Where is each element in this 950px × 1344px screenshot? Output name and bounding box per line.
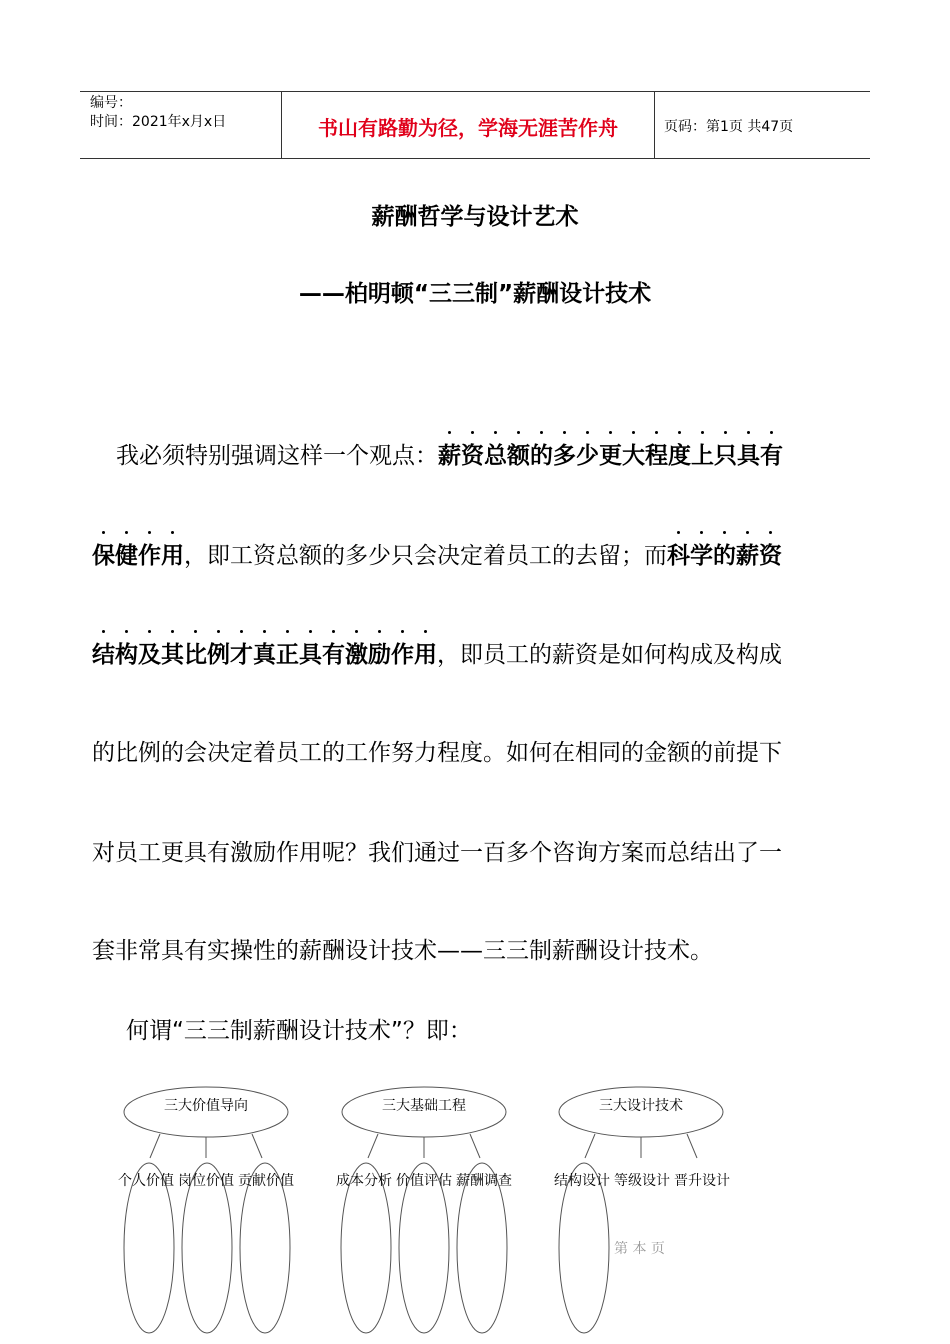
item-cost-analysis: 成本分析	[336, 1173, 392, 1189]
emphasis-dot	[517, 431, 520, 434]
item-value-assessment: 价值评估	[396, 1173, 452, 1189]
emphasis-dot	[355, 630, 358, 633]
emphasis-text: 科学的薪资	[667, 537, 782, 570]
emphasis-text: 保健作用	[92, 537, 184, 570]
emphasis-dot	[217, 630, 220, 633]
faint-page-watermark: 第 本 页	[614, 1241, 665, 1257]
emphasis-dot	[448, 431, 451, 434]
emphasis-dot	[194, 630, 197, 633]
group-label-foundation-projects: 三大基础工程	[382, 1098, 466, 1114]
emphasis-dot	[677, 531, 680, 534]
item-grade-design: 等级设计	[614, 1173, 670, 1189]
emphasis-dot	[424, 630, 427, 633]
item-salary-survey: 薪酬调查	[456, 1173, 512, 1189]
emphasis-dot	[401, 630, 404, 633]
body-text: ，即员工的薪资是如何构成及构成	[437, 642, 782, 668]
body-text: ，即工资总额的多少只会决定着员工的去留；而	[184, 543, 667, 569]
emphasis-dot	[240, 630, 243, 633]
emphasis-dot	[125, 630, 128, 633]
header-top-border	[80, 91, 870, 92]
emphasis-dot	[747, 431, 750, 434]
emphasis-dot	[655, 431, 658, 434]
item-position-value: 岗位价值	[178, 1173, 234, 1189]
document-subtitle: ——柏明顿“三三制”薪酬设计技术	[298, 281, 652, 307]
emphasis-dot	[263, 630, 266, 633]
item-promotion-design: 晋升设计	[674, 1173, 730, 1189]
header-bottom-border	[80, 158, 870, 159]
body-line-1	[116, 437, 886, 470]
emphasis-dot	[609, 431, 612, 434]
header-divider-2	[654, 91, 655, 158]
emphasis-dot	[746, 531, 749, 534]
emphasis-dot	[769, 531, 772, 534]
emphasis-dot	[540, 431, 543, 434]
emphasis-dot	[471, 431, 474, 434]
emphasis-dot	[632, 431, 635, 434]
emphasis-dot	[700, 531, 703, 534]
emphasis-text: 结构及其比例才真正具有激励作用	[92, 636, 437, 669]
body-line-7: 何谓“三三制薪酬设计技术”？即：	[126, 1018, 472, 1044]
emphasis-dot	[770, 431, 773, 434]
emphasis-dot	[724, 431, 727, 434]
diagram-shapes	[0, 1080, 950, 1344]
document-number-label: 编号：	[90, 95, 132, 111]
emphasis-text: 薪资总额的多少更大程度上只具有	[438, 437, 783, 470]
item-structure-design: 结构设计	[554, 1173, 610, 1189]
group-label-value-orientation: 三大价值导向	[164, 1098, 248, 1114]
emphasis-dot	[494, 431, 497, 434]
emphasis-dot	[286, 630, 289, 633]
emphasis-dot	[148, 630, 151, 633]
emphasis-dot	[148, 531, 151, 534]
header-motto: 书山有路勤为径，学海无涯苦作舟	[318, 116, 618, 140]
emphasis-dot	[678, 431, 681, 434]
body-line-3	[92, 636, 862, 669]
emphasis-dot	[102, 531, 105, 534]
document-title: 薪酬哲学与设计艺术	[371, 204, 579, 230]
emphasis-dot	[701, 431, 704, 434]
group-label-design-techniques: 三大设计技术	[599, 1098, 683, 1114]
body-line-2	[92, 537, 862, 570]
emphasis-dot	[332, 630, 335, 633]
emphasis-dot	[378, 630, 381, 633]
body-line-4: 的比例的会决定着员工的工作努力程度。如何在相同的金额的前提下	[92, 740, 782, 766]
emphasis-dot	[171, 630, 174, 633]
emphasis-dot	[309, 630, 312, 633]
item-personal-value: 个人价值	[118, 1173, 174, 1189]
emphasis-dot	[171, 531, 174, 534]
emphasis-dot	[586, 431, 589, 434]
item-contribution-value: 贡献价值	[238, 1173, 294, 1189]
emphasis-dot	[563, 431, 566, 434]
body-line-6: 套非常具有实操性的薪酬设计技术——三三制薪酬设计技术。	[92, 938, 713, 964]
emphasis-dot	[723, 531, 726, 534]
page-info: 页码：第1页 共47页	[664, 119, 794, 135]
document-time-label: 时间：2021年x月x日	[90, 114, 227, 130]
body-text: 我必须特别强调这样一个观点：	[116, 443, 438, 469]
emphasis-dot	[102, 630, 105, 633]
three-three-diagram	[0, 1080, 950, 1340]
body-line-5: 对员工更具有激励作用呢？我们通过一百多个咨询方案而总结出了一	[92, 840, 782, 866]
emphasis-dot	[125, 531, 128, 534]
